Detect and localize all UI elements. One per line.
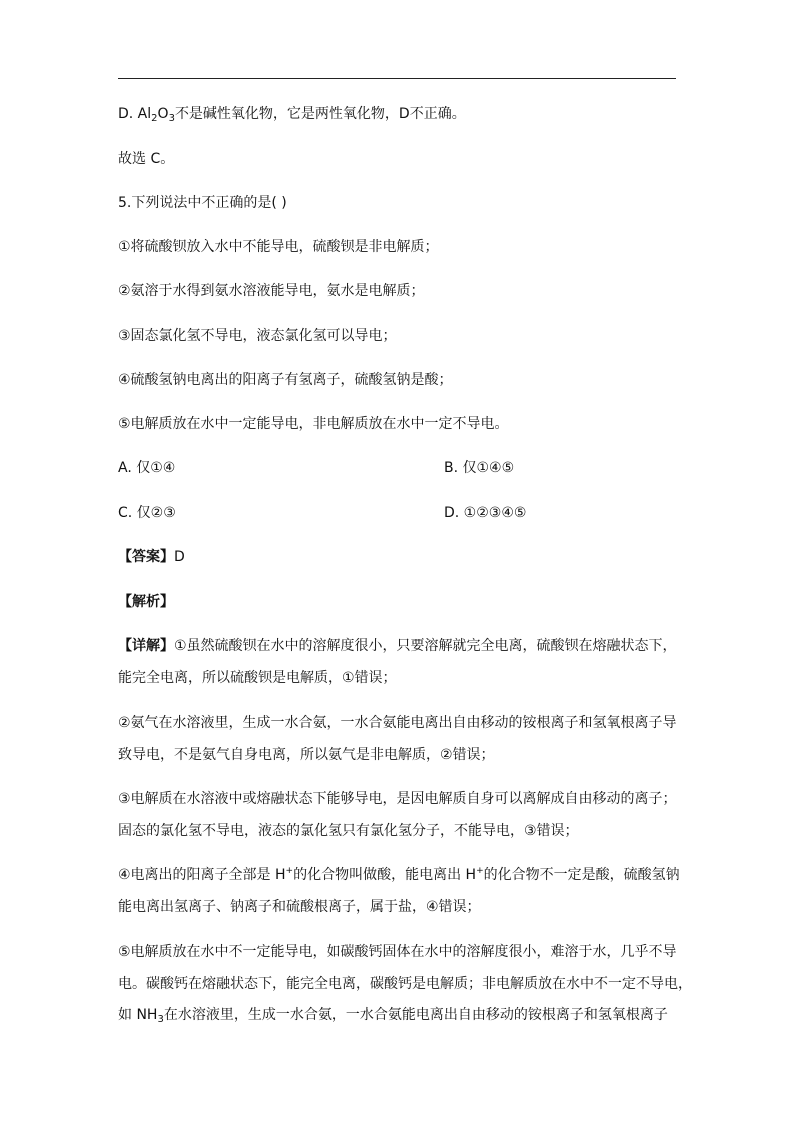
- detail-p1-line1: 【详解】①虽然硫酸钡在水中的溶解度很小，只要溶解就完全电离，硫酸钡在熔融状态下，: [118, 638, 677, 654]
- answer-label: 【答案】: [118, 549, 174, 565]
- statement-4: ④硫酸氢钠电离出的阳离子有氢离子，硫酸氢钠是酸；: [118, 372, 453, 388]
- answer-line: [118, 547, 185, 567]
- question-stem: 5.下列说法中不正确的是( ): [118, 195, 287, 211]
- detail-p3-line1: ③电解质在水溶液中或熔融状态下能够导电，是因电解质自身可以离解成自由移动的离子；: [118, 791, 677, 807]
- statement-5: ⑤电解质放在水中一定能导电，非电解质放在水中一定不导电。: [118, 416, 509, 432]
- detail-p4-line1: ④电离出的阳离子全部是 H+的化合物叫做酸，能电离出 H+的化合物不一定是酸，硫酸氢钠: [118, 866, 680, 883]
- detail-p1-line2: 能完全电离，所以硫酸钡是电解质，①错误；: [118, 670, 397, 686]
- detail-p2-line2: 致导电，不是氨气自身电离，所以氨气是非电解质，②错误；: [118, 747, 495, 763]
- option-a: A. 仅①④: [118, 460, 176, 476]
- statement-3: ③固态氯化氢不导电，液态氯化氢可以导电；: [118, 328, 397, 344]
- statement-1: ①将硫酸钡放入水中不能导电，硫酸钡是非电解质；: [118, 239, 439, 255]
- prev-option-d-explanation: D. $Al_2O_3$不是碱性氧化物，它是两性氧化物，D不正确。: [118, 106, 466, 124]
- header-rule: [118, 78, 676, 79]
- detail-p5-line2: 电。碳酸钙在熔融状态下，能完全电离，碳酸钙是电解质；非电解质放在水中不一定不导电，: [118, 976, 692, 992]
- prev-choose-line: 故选 C。: [118, 151, 175, 167]
- option-d: D. ①②③④⑤: [444, 505, 527, 521]
- detail-p4-line2: 能电离出氢离子、钠离子和硫酸根离子，属于盐，④错误；: [118, 899, 481, 915]
- detail-label: 【详解】: [118, 638, 174, 654]
- detail-p5-line3: 如 $NH_3$在水溶液里，生成一水合氨，一水合氨能电离出自由移动的铵根离子和氢氧根离子: [118, 1007, 668, 1025]
- answer-value: D: [174, 549, 185, 565]
- detail-p2-line1: ②氨气在水溶液里，生成一水合氨，一水合氨能电离出自由移动的铵根离子和氢氧根离子导: [118, 715, 677, 731]
- analysis-label: 【解析】: [118, 594, 174, 610]
- option-c: C. 仅②③: [118, 505, 176, 521]
- detail-p3-line2: 固态的氯化氢不导电，液态的氯化氢只有氯化氢分子，不能导电，③错误；: [118, 823, 579, 839]
- detail-p5-line1: ⑤电解质放在水中不一定能导电，如碳酸钙固体在水中的溶解度很小，难溶于水，几乎不导: [118, 944, 677, 960]
- statement-2: ②氨溶于水得到氨水溶液能导电，氨水是电解质；: [118, 283, 425, 299]
- option-b: B. 仅①④⑤: [444, 460, 515, 476]
